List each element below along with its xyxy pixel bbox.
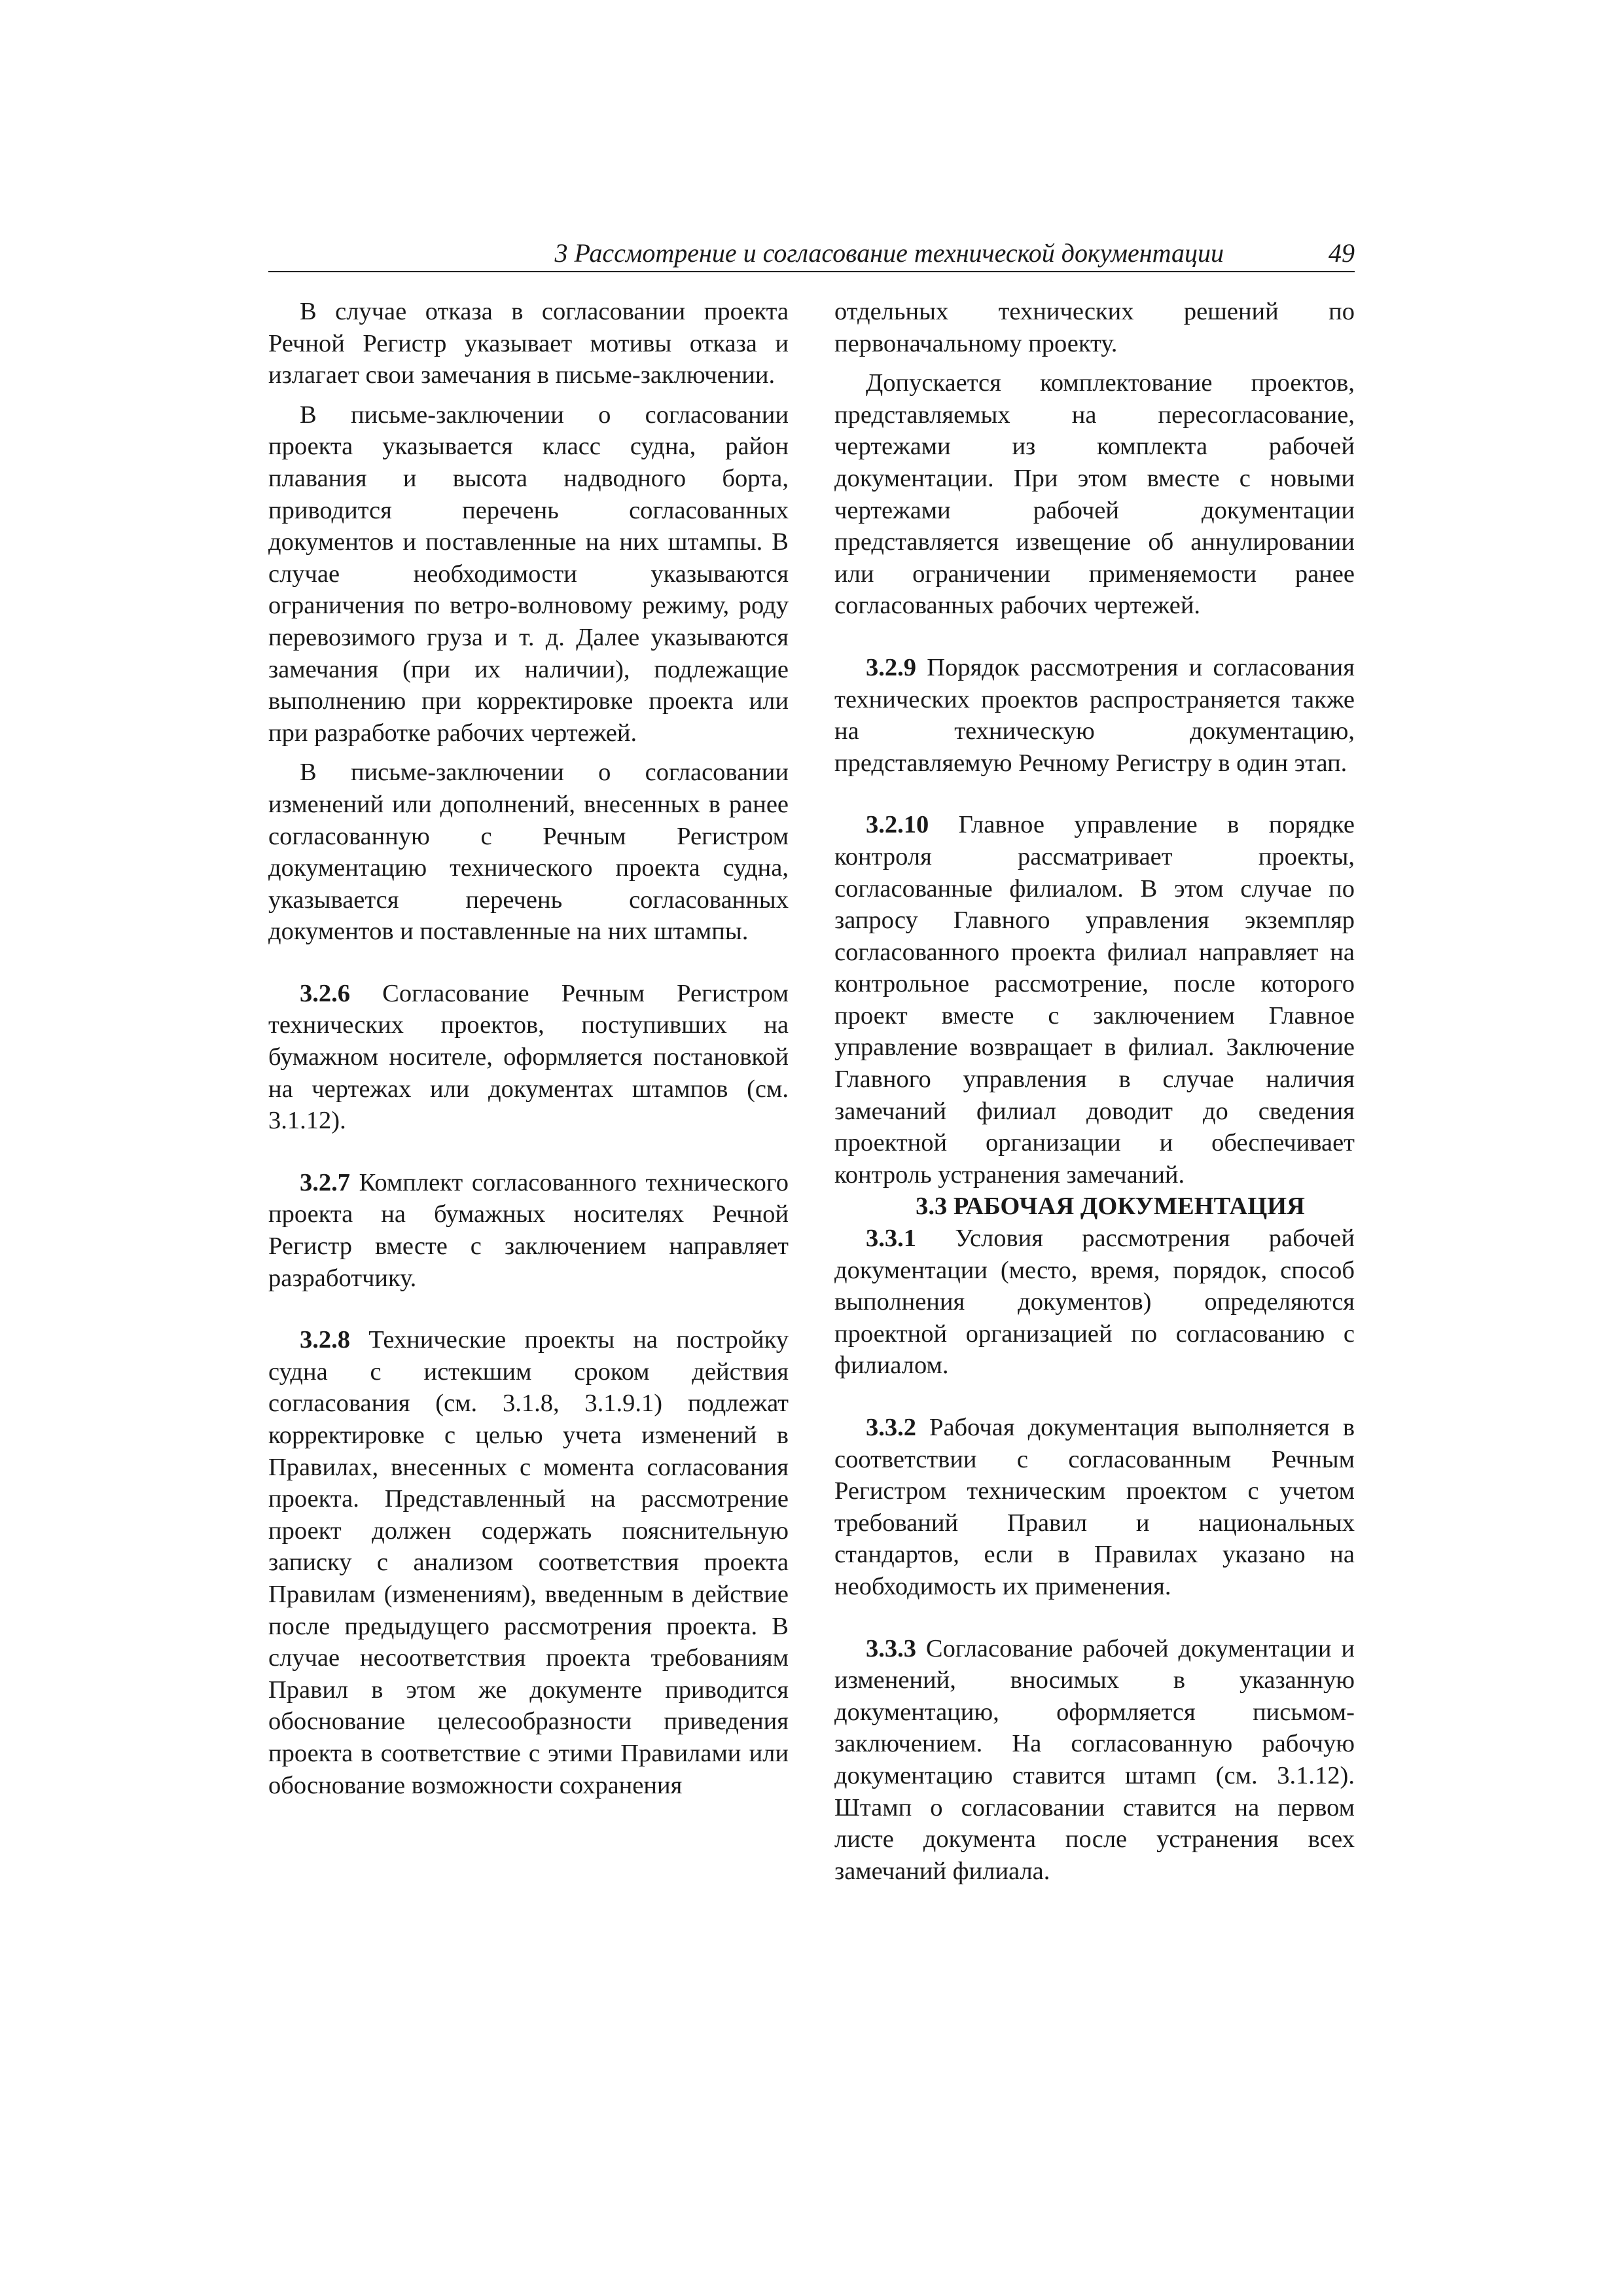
clause-text: Согласование Речным Регистром технических проектов, поступивших на бумажном носителе, оформляется постановкой на чертежах или документах штампов (см. 3.1.12). bbox=[268, 979, 789, 1135]
clause-text: Рабочая документация выполняется в соответствии с согласованным Речным Регистром техническим проектом с учетом требований Правил и национальных стандартов, если в Правилах указано на необходимость их применения. bbox=[834, 1414, 1355, 1600]
clause-text: Условия рассмотрения рабочей документации (место, время, порядок, способ выполнения документов) определяются проектной организацией по согласованию с филиалом. bbox=[834, 1225, 1355, 1380]
clause-number: 3.3.3 bbox=[866, 1634, 916, 1662]
clause-text: Технические проекты на постройку судна с истекшим сроком действия согласования (см. 3.1.8, 3.1.9.1) подлежат корректировке с целью учета изменений в Правилах, внесенных с момента согласования проекта. Представленный на рассмотрение проект должен содержать пояснительную записку с анализом соответствия проекта Правилам (изменениям), введенным в действие после предыдущего рассмотрения проекта. В случае несоответствия проекта требованиям Правил в этом же документе приводится обоснование целесообразности приведения проекта в соответствие с этими Правилами или обоснование возможности сохранения bbox=[268, 1326, 789, 1799]
clause-number: 3.3.2 bbox=[866, 1414, 916, 1441]
clause-text: Согласование рабочей документации и изменений, вносимых в указанную документацию, оформляется письмом-заключением. На согласованную рабочую документацию ставится штамп (см. 3.1.12). Штамп о согласовании ставится на первом листе документа после устранения всех замечаний филиала. bbox=[834, 1634, 1355, 1885]
clause-number: 3.3.1 bbox=[866, 1225, 916, 1253]
running-title: 3 Рассмотрение и согласование технической документации bbox=[554, 238, 1224, 268]
clause-3-2-6 bbox=[268, 978, 789, 1137]
clause-number: 3.2.6 bbox=[300, 979, 350, 1007]
clause-3-3-1 bbox=[834, 1223, 1355, 1382]
paragraph-changes-letter: В письме-заключении о согласовании изменений или дополнений, внесенных в ранее согласованную с Речным Регистром документацию технического проекта судна, указывается перечень согласованных документов и поставленные на них штампы. bbox=[268, 759, 789, 946]
clause-number: 3.2.8 bbox=[300, 1326, 350, 1354]
clause-3-2-10 bbox=[834, 809, 1355, 1191]
clause-3-2-7 bbox=[268, 1167, 789, 1294]
paragraph-continuation: отдельных технических решений по первоначальному проекту. bbox=[834, 298, 1355, 357]
paragraph-approval-letter: В письме-заключении о согласовании проекта указывается класс судна, район плавания и высота надводного борта, приводится перечень согласованных документов и поставленные на них штампы. В случае необходимости указываются ограничения по ветро-волновому режиму, роду перевозимого груза и т. д. Далее указываются замечания (при их наличии), подлежащие выполнению при корректировке проекта или при разработке рабочих чертежей. bbox=[268, 401, 789, 747]
clause-3-3-2 bbox=[834, 1412, 1355, 1603]
clause-number: 3.2.7 bbox=[300, 1168, 350, 1196]
clause-number: 3.2.9 bbox=[866, 653, 916, 681]
right-column bbox=[834, 296, 1355, 1887]
clause-text: Главное управление в порядке контроля рассматривает проекты, согласованные филиалом. В этом случае по запросу Главного управления экземпляр согласованного проекта филиал направляет на контрольное рассмотрение, после которого проект вместе с заключением Главное управление возвращает в филиал. Заключение Главного управления в случае наличия замечаний филиал доводит до сведения проектной организации и обеспечивает контроль устранения замечаний. bbox=[834, 811, 1355, 1189]
clause-3-2-9 bbox=[834, 652, 1355, 779]
clause-3-3-3 bbox=[834, 1633, 1355, 1888]
clause-number: 3.2.10 bbox=[866, 811, 929, 839]
clause-text: Комплект согласованного технического проекта на бумажных носителях Речной Регистр вместе с заключением направляет разработчику. bbox=[268, 1168, 789, 1292]
clause-3-2-8 bbox=[268, 1324, 789, 1801]
paragraph-resubmission: Допускается комплектование проектов, представляемых на пересогласование, чертежами из комплекта рабочей документации. При этом вместе с новыми чертежами рабочей документации представляется извещение об аннулировании или ограничении применяемости ранее согласованных рабочих чертежей. bbox=[834, 369, 1355, 620]
running-header bbox=[268, 237, 1355, 272]
clause-text: Порядок рассмотрения и согласования технических проектов распространяется также на техническую документацию, представляемую Речному Регистру в один этап. bbox=[834, 653, 1355, 777]
paragraph-refusal: В случае отказа в согласовании проекта Речной Регистр указывает мотивы отказа и излагает свои замечания в письме-заключении. bbox=[268, 298, 789, 389]
left-column bbox=[268, 296, 789, 1801]
section-heading: 3.3 РАБОЧАЯ ДОКУМЕНТАЦИЯ bbox=[916, 1193, 1305, 1221]
page-number: 49 bbox=[1329, 238, 1355, 268]
